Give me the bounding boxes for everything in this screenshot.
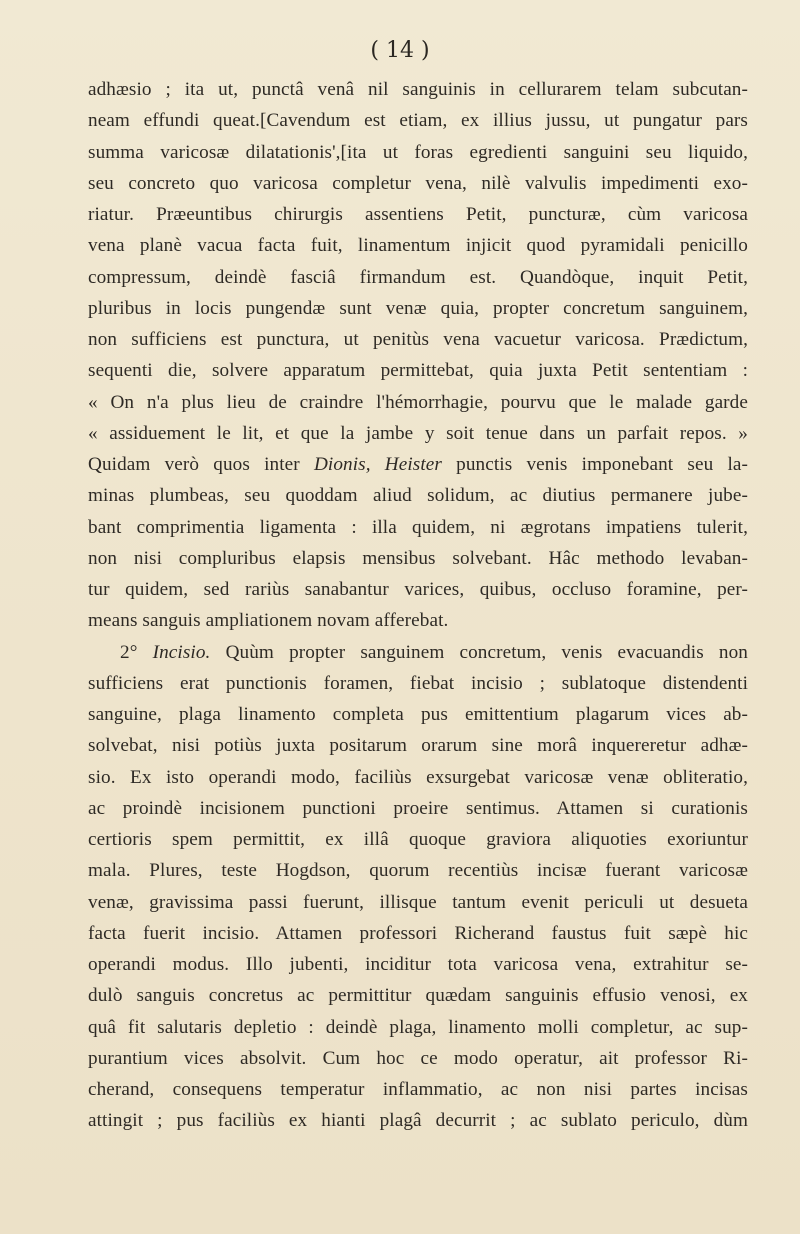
body-text: [88, 74, 748, 1137]
text-line: [88, 387, 748, 418]
text-line: [88, 1012, 748, 1043]
text-line: [88, 574, 748, 605]
text-run: quâ fit salutaris depletio : deindè plaga, linamento molli completur, ac sup-: [88, 1016, 748, 1038]
text-line: [88, 262, 748, 293]
text-line: [88, 1105, 748, 1136]
text-line: [88, 980, 748, 1011]
text-run: « assiduement le lit, et que la jambe y soit tenue dans un parfait repos. »: [88, 422, 748, 444]
text-run: tur quidem, sed rariùs sanabantur varices, quibus, occluso foramine, per-: [88, 579, 748, 600]
text-line: [88, 762, 748, 793]
text-line: [88, 199, 748, 230]
text-run: sequenti die, solvere apparatum permittebat, quia juxta Petit sententiam :: [88, 360, 748, 382]
text-line: [88, 105, 748, 136]
text-line: [88, 168, 748, 199]
text-run: 2°: [120, 641, 153, 663]
text-run: Quùm propter sanguinem concretum, venis evacuandis non: [210, 641, 748, 663]
text-run: ac proindè incisionem punctioni proeire sentimus. Attamen si curationis: [88, 797, 748, 819]
text-run: sio. Ex isto operandi modo, faciliùs exsurgebat varicosæ venæ obliteratio,: [88, 766, 748, 788]
text-run: minas plumbeas, seu quoddam aliud solidum, ac diutius permanere jube-: [88, 485, 748, 507]
text-run: venæ, gravissima passi fuerunt, illisque tantum evenit periculi ut desueta: [88, 891, 748, 913]
text-run: compressum, deindè fasciâ firmandum est. Quandòque, inquit Petit,: [88, 266, 748, 288]
text-run: non nisi compluribus elapsis mensibus solvebant. Hâc methodo levaban-: [88, 547, 748, 569]
text-run: sufficiens erat punctionis foramen, fiebat incisio ; sublatoque distendenti: [88, 672, 748, 694]
text-run: Quidam verò quos inter: [88, 454, 314, 475]
text-run: seu concreto quo varicosa completur vena, nilè valvulis impedimenti exo-: [88, 172, 748, 194]
text-line: [88, 137, 748, 168]
text-run: pluribus in locis pungendæ sunt venæ quia, propter concretum sanguinem,: [88, 297, 748, 319]
text-run: bant comprimentia ligamenta : illa quidem, ni ægrotans impatiens tulerit,: [88, 516, 748, 538]
page-number: ( 14 ): [370, 38, 430, 63]
text-line: [88, 324, 748, 355]
text-line: [88, 230, 748, 261]
text-run: cherand, consequens temperatur inflammatio, ac non nisi partes incisas: [88, 1079, 748, 1100]
text-line: [88, 824, 748, 855]
text-line: [88, 1043, 748, 1074]
text-line: [88, 512, 748, 543]
text-run: attingit ; pus faciliùs ex hianti plagâ decurrit ; ac sublato periculo, dùm: [88, 1110, 748, 1132]
text-run: « On n'a plus lieu de craindre l'hémorrhagie, pourvu que le malade garde: [88, 391, 748, 413]
text-line: [88, 1074, 748, 1105]
text-line: [88, 605, 748, 636]
text-run: adhæsio ; ita ut, punctâ venâ nil sanguinis in cellurarem telam subcutan-: [88, 79, 748, 100]
text-line: [88, 74, 748, 105]
text-line: [88, 949, 748, 980]
text-run: riatur. Præeuntibus chirurgis assentiens Petit, puncturæ, cùm varicosa: [88, 204, 748, 225]
text-line: [88, 918, 748, 949]
text-line: [88, 449, 748, 480]
text-line: [88, 887, 748, 918]
text-run: operandi modus. Illo jubenti, inciditur tota varicosa vena, extrahitur se-: [88, 954, 748, 975]
text-run: sanguine, plaga linamento completa pus emittentium plagarum vices ab-: [88, 704, 748, 725]
text-line: [88, 855, 748, 886]
text-run: neam effundi queat.[Cavendum est etiam, ex illius jussu, ut pungatur pars: [88, 110, 748, 132]
text-run: vena planè vacua facta fuit, linamentum injicit quod pyramidali penicillo: [88, 235, 748, 257]
text-line: [88, 293, 748, 324]
text-run: mala. Plures, teste Hogdson, quorum recentiùs incisæ fuerant varicosæ: [88, 860, 748, 882]
text-run: dulò sanguis concretus ac permittitur quædam sanguinis effusio venosi, ex: [88, 985, 748, 1007]
text-line: [88, 355, 748, 386]
text-run: summa varicosæ dilatationis',[ita ut foras egredienti sanguini seu liquido,: [88, 141, 748, 163]
text-run: purantium vices absolvit. Cum hoc ce modo operatur, ait professor Ri-: [88, 1047, 748, 1069]
text-line: [88, 730, 748, 761]
italic-text: Incisio.: [152, 641, 211, 663]
text-run: facta fuerit incisio. Attamen professori Richerand faustus fuit sæpè hic: [88, 922, 748, 944]
text-run: certioris spem permittit, ex illâ quoque graviora aliquoties exoriuntur: [88, 829, 748, 850]
text-line: [88, 793, 748, 824]
text-run: means sanguis ampliationem novam afferebat.: [88, 610, 449, 632]
text-line: [88, 480, 748, 511]
text-run: punctis venis imponebant seu la-: [441, 454, 748, 475]
text-run: non sufficiens est punctura, ut penitùs vena vacuetur varicosa. Prædictum,: [88, 329, 748, 350]
text-line: [88, 418, 748, 449]
text-line: [88, 543, 748, 574]
text-line: [88, 668, 748, 699]
italic-text: Dionis, Heister: [313, 454, 442, 475]
text-line: [88, 699, 748, 730]
text-run: solvebat, nisi potiùs juxta positarum orarum sine morâ inquereretur adhæ-: [88, 735, 748, 757]
text-line: [88, 637, 748, 668]
